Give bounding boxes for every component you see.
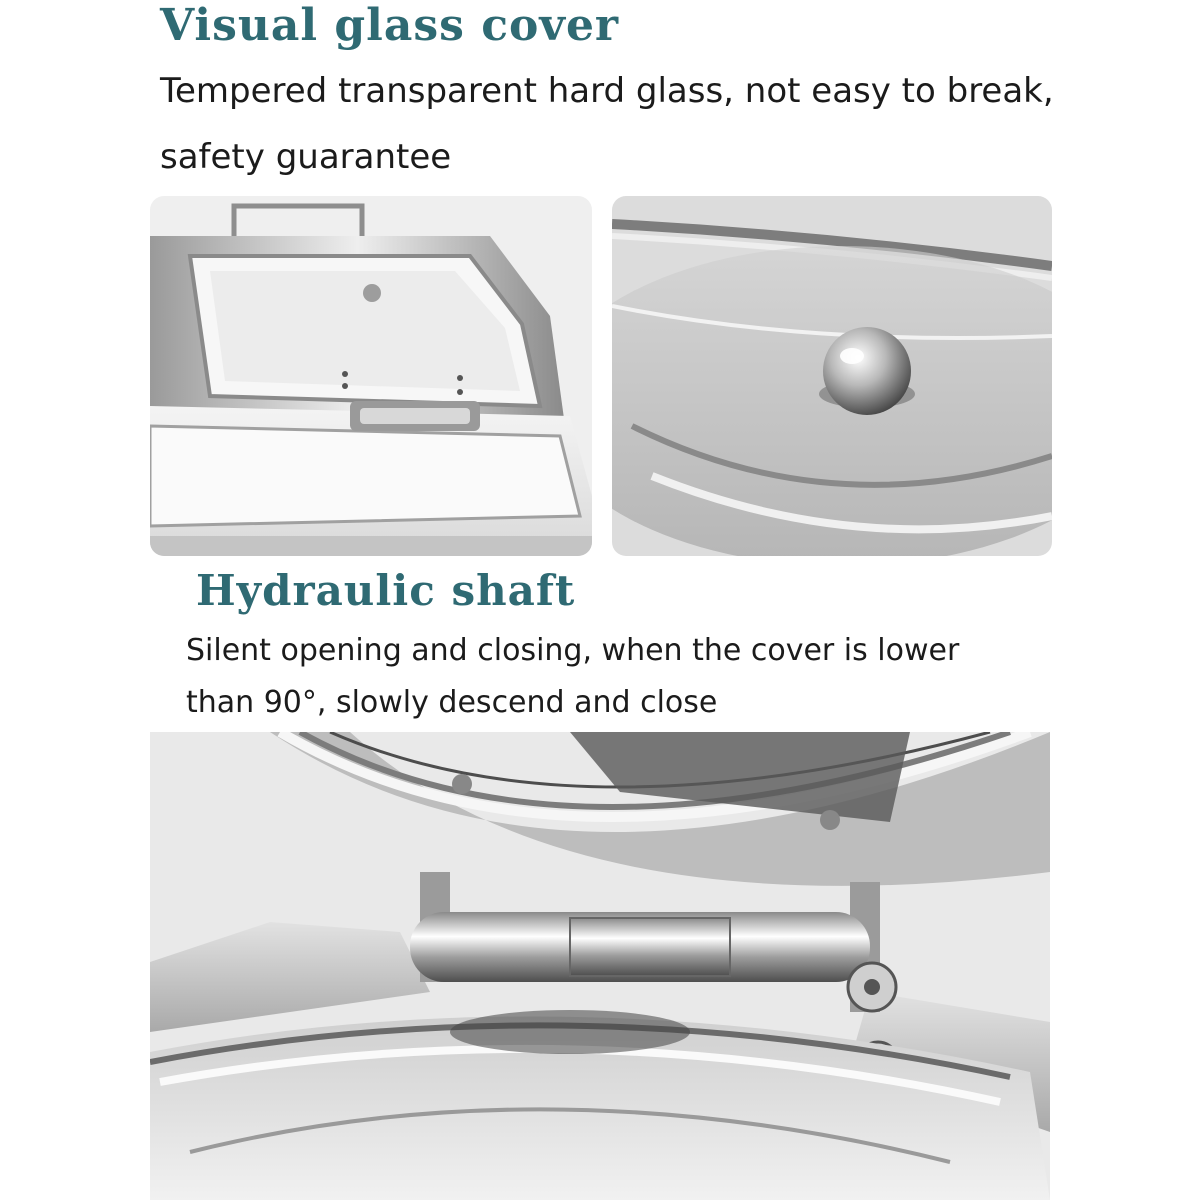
- section-heading-hydraulic-shaft: Hydraulic shaft: [196, 566, 576, 615]
- glass-cover-description-line2: safety guarantee: [160, 137, 452, 177]
- glass-cover-description-line1: Tempered transparent hard glass, not easy to break,: [160, 71, 1054, 111]
- hydraulic-shaft-description-line1: Silent opening and closing, when the cover is lower: [186, 633, 960, 668]
- chafing-dish-open-photo: [150, 196, 592, 556]
- glass-lid-knob-closeup-photo: [612, 196, 1052, 556]
- hydraulic-hinge-closeup-photo: [150, 732, 1050, 1200]
- section-heading-glass-cover: Visual glass cover: [160, 0, 620, 51]
- hydraulic-shaft-description-line2: than 90°, slowly descend and close: [186, 685, 718, 720]
